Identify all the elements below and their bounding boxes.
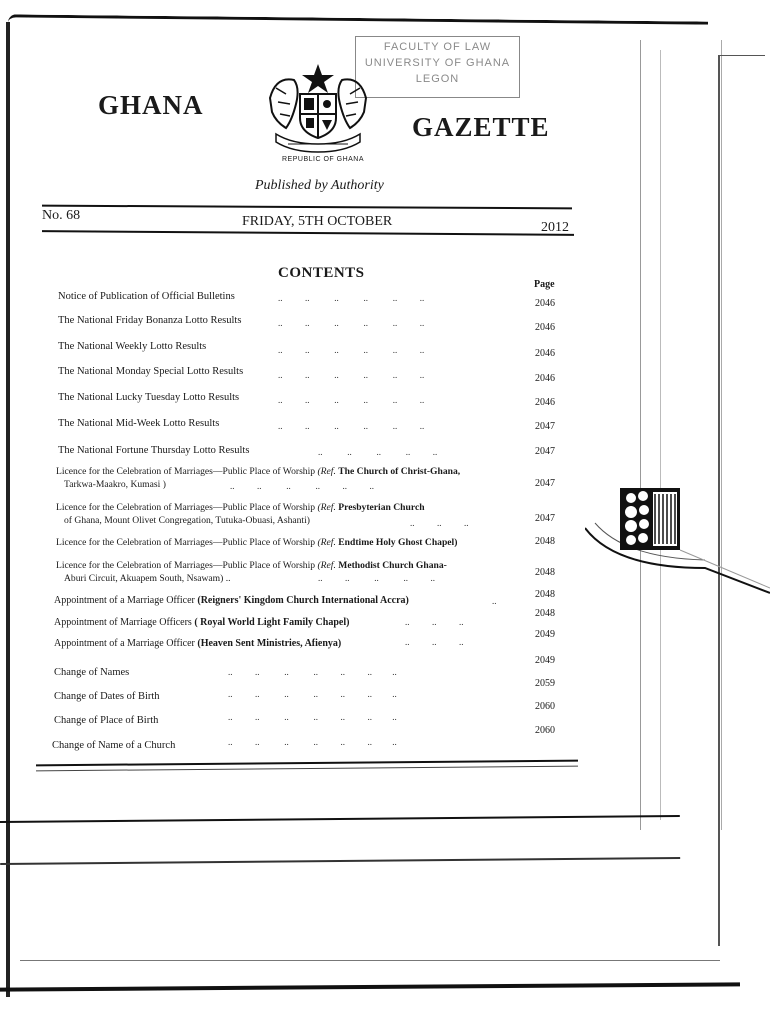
entry-title: The National Mid-Week Lotto Results: [58, 418, 220, 429]
entry-page: 2048: [535, 608, 555, 619]
index-tab-sticker: [585, 488, 770, 598]
leader-dots: .. .. ..: [410, 518, 469, 528]
leader-dots: .. .. .. .. ..: [318, 573, 435, 583]
entry-title: The National Monday Special Lotto Results: [58, 366, 244, 377]
leader-dots: .. .. .. .. .. .. ..: [228, 712, 397, 722]
stamp-line-1: FACULTY OF LAW: [383, 41, 492, 53]
entry-title: Appointment of a Marriage Officer: [54, 638, 195, 649]
entry-page: 2047: [535, 513, 555, 524]
entry-page: 2047: [535, 478, 555, 489]
leader-dots: .. .. ..: [405, 637, 464, 647]
entry-title-bold: ( Royal World Light Family Chapel): [194, 617, 350, 628]
entry-line-2: Tarkwa-Maakro, Kumasi ): [64, 479, 166, 490]
leader-dots: .. .. .. .. .. ..: [278, 421, 425, 431]
entry-page: 2046: [535, 322, 555, 333]
issue-year: 2012: [541, 220, 569, 235]
masthead-gazette: GAZETTE: [412, 112, 550, 142]
contents-entry: [58, 315, 241, 327]
entry-title: Notice of Publication of Official Bulletins: [58, 291, 235, 302]
contents-entry: [58, 445, 249, 457]
contents-entry: [56, 560, 447, 572]
leader-dots: .. .. .. .. .. ..: [278, 318, 425, 328]
leader-dots: .. .. ..: [405, 617, 464, 627]
entry-ref: (Ref.: [317, 466, 336, 477]
entry-page: 2049: [535, 655, 555, 666]
entry-title-bold: (Heaven Sent Ministries, Afienya): [197, 638, 342, 649]
contents-entry: [52, 740, 175, 752]
contents-entry: [58, 341, 206, 353]
entry-title: Appointment of a Marriage Officer: [54, 595, 195, 606]
coat-of-arms-icon: [262, 58, 374, 154]
entry-title: The National Weekly Lotto Results: [58, 341, 207, 352]
contents-entry: [54, 691, 160, 703]
leader-dots: .. .. .. .. .. ..: [230, 481, 374, 491]
entry-page: 2046: [535, 298, 555, 309]
issue-number: No. 68: [42, 208, 81, 223]
leader-dots: .. .. .. .. .. ..: [278, 370, 425, 380]
page-bottom-line: [20, 960, 720, 961]
contents-end-rule-thin: [36, 766, 578, 772]
contents-title: CONTENTS: [278, 265, 365, 281]
leader-dots: ..: [492, 596, 497, 606]
entry-ref: (Ref.: [317, 537, 336, 548]
entry-line-2: Aburi Circuit, Akuapem South, Nsawam) ..: [64, 573, 231, 584]
entry-ref: (Ref.: [317, 560, 336, 571]
leader-dots: .. .. .. .. .. ..: [278, 293, 425, 303]
entry-title: Appointment of Marriage Officers: [54, 617, 192, 628]
stamp-line-3: LEGON: [415, 73, 460, 85]
entry-page: 2048: [535, 589, 555, 600]
page-right-stack: [640, 40, 722, 830]
entry-page: 2059: [535, 678, 555, 689]
entry-page: 2060: [535, 725, 555, 736]
entry-page: 2046: [535, 373, 555, 384]
entry-title: The National Lucky Tuesday Lotto Results: [58, 392, 240, 403]
contents-entry: [58, 366, 243, 378]
page-right-line: [660, 50, 661, 820]
entry-title: Change of Place of Birth: [54, 715, 159, 726]
page-column-header: Page: [534, 279, 555, 290]
entry-page: 2046: [535, 397, 555, 408]
leader-dots: .. .. .. .. ..: [318, 447, 438, 457]
entry-page: 2047: [535, 421, 555, 432]
contents-entry: [56, 466, 460, 478]
contents-entry: [54, 638, 341, 650]
entry-title-bold: Endtime Holy Ghost Chapel): [338, 537, 458, 548]
issue-rule-bottom: [42, 230, 574, 236]
entry-title: Licence for the Celebration of Marriages—Public Place of Worship: [56, 466, 316, 477]
contents-entry: [54, 595, 409, 607]
published-by-authority: Published by Authority: [255, 178, 384, 193]
contents-entry: [54, 617, 349, 629]
entry-title-bold: The Church of Christ-Ghana,: [338, 466, 461, 477]
entry-title: Licence for the Celebration of Marriages—Public Place of Worship: [56, 537, 316, 548]
crest-caption: REPUBLIC OF GHANA: [282, 156, 365, 163]
entry-title-bold: (Reigners' Kingdom Church International Accra): [197, 595, 409, 606]
leader-dots: .. .. .. .. .. ..: [278, 395, 425, 405]
entry-title: Licence for the Celebration of Marriages—Public Place of Worship: [56, 502, 316, 513]
page-top-edge: [8, 14, 708, 38]
entry-page: 2047: [535, 446, 555, 457]
stamp-line-2: UNIVERSITY OF GHANA: [364, 57, 511, 69]
entry-title: Change of Names: [54, 667, 130, 678]
leader-dots: .. .. .. .. .. .. ..: [228, 667, 397, 677]
contents-entry: [58, 392, 239, 404]
leader-dots: .. .. .. .. .. .. ..: [228, 689, 397, 699]
entry-title-bold: Methodist Church Ghana-: [338, 560, 447, 571]
entry-title-bold: Presbyterian Church: [338, 502, 425, 513]
entry-line-2: of Ghana, Mount Olivet Congregation, Tutuka-Obuasi, Ashanti): [64, 515, 310, 526]
contents-entry: [58, 291, 235, 303]
issue-date: FRIDAY, 5TH OCTOBER: [242, 214, 393, 229]
entry-title: The National Friday Bonanza Lotto Results: [58, 315, 242, 326]
entry-title: Licence for the Celebration of Marriages—Public Place of Worship: [56, 560, 316, 571]
contents-entry: [58, 418, 219, 430]
entry-title: Change of Name of a Church: [52, 740, 176, 751]
contents-entry: [54, 667, 129, 679]
leader-dots: .. .. .. .. .. ..: [278, 345, 425, 355]
entry-page: 2046: [535, 348, 555, 359]
leader-dots: .. .. .. .. .. .. ..: [228, 737, 397, 747]
library-stamp: [355, 36, 520, 98]
entry-page: 2049: [535, 629, 555, 640]
page-bottom-fold: [0, 815, 680, 865]
contents-entry: [56, 537, 457, 549]
entry-ref: (Ref.: [317, 502, 336, 513]
issue-rule-top: [42, 205, 572, 210]
entry-title: The National Fortune Thursday Lotto Results: [58, 445, 250, 456]
contents-entry: [54, 715, 158, 727]
entry-page: 2048: [535, 567, 555, 578]
page-bottom-edge: [0, 982, 740, 991]
entry-title: Change of Dates of Birth: [54, 691, 160, 702]
contents-entry: [56, 502, 425, 514]
entry-page: 2060: [535, 701, 555, 712]
entry-page: 2048: [535, 536, 555, 547]
masthead-ghana: GHANA: [98, 90, 204, 120]
